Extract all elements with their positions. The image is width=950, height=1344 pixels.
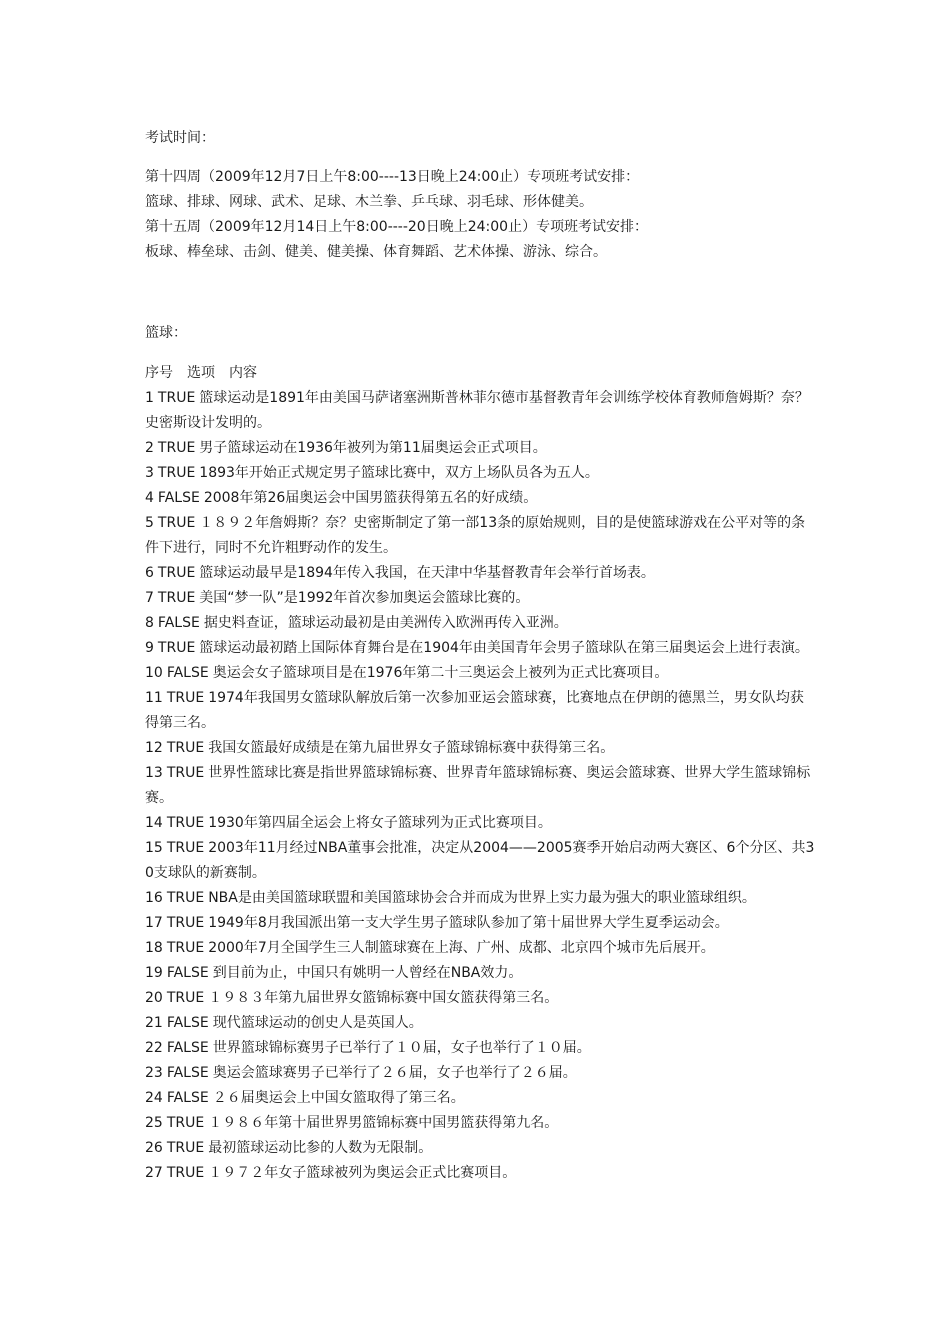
question-text: 奥运会女子篮球项目是在1976年第二十三奥运会上被列为正式比赛项目。 [212, 665, 669, 681]
question-number: 23 [145, 1065, 163, 1081]
question-answer: FALSE [166, 1090, 209, 1106]
list-item [145, 586, 817, 611]
schedule-week14-sports: 篮球、排球、网球、武术、足球、木兰拳、乒乓球、羽毛球、形体健美。 [145, 194, 593, 210]
question-text: １９８６年第十届世界男篮锦标赛中国男篮获得第九名。 [208, 1115, 559, 1131]
question-answer: TRUE [166, 740, 205, 756]
table-header [145, 361, 817, 386]
list-item [145, 686, 817, 736]
list-item [145, 636, 817, 661]
question-text: 篮球运动最初踏上国际体育舞台是在1904年由美国青年会男子篮球队在第三届奥运会上进行表演。 [199, 640, 809, 656]
question-text: 1893年开始正式规定男子篮球比赛中，双方上场队员各为五人。 [199, 465, 599, 481]
list-item [145, 436, 817, 461]
schedule-week14: 第十四周（2009年12月7日上午8:00----13日晚上24:00止）专项班考试安排： [145, 169, 640, 185]
question-number: 19 [145, 965, 163, 981]
list-item [145, 611, 817, 636]
list-item [145, 736, 817, 761]
question-answer: TRUE [157, 465, 196, 481]
question-answer: TRUE [166, 940, 205, 956]
schedule-week15: 第十五周（2009年12月14日上午8:00----20日晚上24:00止）专项班考试安排： [145, 219, 649, 235]
question-text: 我国女篮最好成绩是在第九届世界女子篮球锦标赛中获得第三名。 [208, 740, 615, 756]
question-number: 11 [145, 690, 163, 706]
question-number: 9 [145, 640, 154, 656]
question-answer: TRUE [157, 590, 196, 606]
question-answer: TRUE [166, 915, 205, 931]
question-answer: TRUE [166, 1115, 205, 1131]
question-number: 12 [145, 740, 163, 756]
question-text: 男子篮球运动在1936年被列为第11届奥运会正式项目。 [199, 440, 547, 456]
question-answer: TRUE [166, 690, 205, 706]
question-answer: FALSE [166, 665, 209, 681]
list-item [145, 811, 817, 836]
question-number: 3 [145, 465, 154, 481]
question-answer: TRUE [157, 440, 196, 456]
list-item [145, 986, 817, 1011]
question-text: 世界性篮球比赛是指世界篮球锦标赛、世界青年篮球锦标赛、奥运会篮球赛、世界大学生篮球锦标赛。 [145, 765, 811, 806]
question-number: 22 [145, 1040, 163, 1056]
question-text: 最初篮球运动比参的人数为无限制。 [208, 1140, 433, 1156]
question-answer: TRUE [166, 990, 205, 1006]
list-item [145, 486, 817, 511]
schedule-week15-sports: 板球、棒垒球、击剑、健美、健美操、体育舞蹈、艺术体操、游泳、综合。 [145, 244, 607, 260]
question-number: 1 [145, 390, 154, 406]
question-text: 2003年11月经过NBA董事会批准，决定从2004——2005赛季开始启动两大赛区、6个分区、共30支球队的新赛制。 [145, 840, 815, 881]
list-item [145, 1011, 817, 1036]
question-text: 1930年第四届全运会上将女子篮球列为正式比赛项目。 [208, 815, 552, 831]
question-number: 26 [145, 1140, 163, 1156]
question-answer: TRUE [166, 840, 205, 856]
question-answer: TRUE [157, 390, 196, 406]
question-text: 据史料查证，篮球运动最初是由美洲传入欧洲再传入亚洲。 [203, 615, 568, 631]
list-item [145, 1061, 817, 1086]
list-item [145, 911, 817, 936]
question-text: １９８３年第九届世界女篮锦标赛中国女篮获得第三名。 [208, 990, 559, 1006]
question-number: 13 [145, 765, 163, 781]
question-answer: TRUE [166, 765, 205, 781]
question-number: 27 [145, 1165, 163, 1181]
question-text: ２６届奥运会上中国女篮取得了第三名。 [212, 1090, 465, 1106]
list-item [145, 761, 817, 811]
header-content: 内容 [229, 365, 257, 381]
header-answer: 选项 [187, 365, 215, 381]
question-answer: FALSE [166, 1015, 209, 1031]
list-item [145, 1036, 817, 1061]
question-text: 奥运会篮球赛男子已举行了２６届，女子也举行了２６届。 [212, 1065, 577, 1081]
question-number: 18 [145, 940, 163, 956]
question-answer: TRUE [157, 640, 196, 656]
question-list [145, 361, 817, 1186]
question-answer: TRUE [166, 1165, 205, 1181]
question-answer: TRUE [157, 515, 196, 531]
question-number: 15 [145, 840, 163, 856]
list-item [145, 961, 817, 986]
question-number: 20 [145, 990, 163, 1006]
list-item [145, 1161, 817, 1186]
question-number: 2 [145, 440, 154, 456]
list-item [145, 1111, 817, 1136]
question-number: 25 [145, 1115, 163, 1131]
list-item [145, 886, 817, 911]
question-number: 17 [145, 915, 163, 931]
list-item [145, 661, 817, 686]
question-answer: TRUE [166, 1140, 205, 1156]
list-item [145, 511, 817, 561]
question-text: １９７２年女子篮球被列为奥运会正式比赛项目。 [208, 1165, 517, 1181]
question-number: 24 [145, 1090, 163, 1106]
question-number: 5 [145, 515, 154, 531]
question-number: 10 [145, 665, 163, 681]
question-text: 现代篮球运动的创史人是英国人。 [212, 1015, 423, 1031]
question-text: １８９２年詹姆斯？奈？史密斯制定了第一部13条的原始规则，目的是使篮球游戏在公平对等的条件下进行，同时不允许粗野动作的发生。 [145, 515, 806, 556]
list-item [145, 561, 817, 586]
exam-time-label: 考试时间： [145, 130, 215, 146]
question-number: 6 [145, 565, 154, 581]
header-num: 序号 [145, 365, 173, 381]
question-answer: TRUE [157, 565, 196, 581]
list-item [145, 836, 817, 886]
question-number: 21 [145, 1015, 163, 1031]
list-item [145, 461, 817, 486]
list-item [145, 1136, 817, 1161]
question-text: 2008年第26届奥运会中国男篮获得第五名的好成绩。 [203, 490, 538, 506]
question-answer: FALSE [166, 965, 209, 981]
question-text: 篮球运动最早是1894年传入我国，在天津中华基督教青年会举行首场表。 [199, 565, 655, 581]
question-text: 1974年我国男女篮球队解放后第一次参加亚运会篮球赛，比赛地点在伊朗的德黑兰，男女队均获得第三名。 [145, 690, 804, 731]
question-number: 14 [145, 815, 163, 831]
question-text: 美国“梦一队”是1992年首次参加奥运会篮球比赛的。 [199, 590, 530, 606]
question-text: 2000年7月全国学生三人制篮球赛在上海、广州、成都、北京四个城市先后展开。 [208, 940, 715, 956]
question-number: 8 [145, 615, 154, 631]
question-text: 到目前为止，中国只有姚明一人曾经在NBA效力。 [212, 965, 523, 981]
list-item [145, 386, 817, 436]
question-text: 篮球运动是1891年由美国马萨诸塞洲斯普林菲尔德市基督教青年会训练学校体育教师詹姆斯？奈？史密斯设计发明的。 [145, 390, 809, 431]
question-answer: FALSE [166, 1040, 209, 1056]
question-text: 世界篮球锦标赛男子已举行了１０届，女子也举行了１０届。 [212, 1040, 591, 1056]
question-answer: FALSE [157, 490, 200, 506]
question-number: 4 [145, 490, 154, 506]
question-text: NBA是由美国篮球联盟和美国篮球协会合并而成为世界上实力最为强大的职业篮球组织。 [208, 890, 756, 906]
list-item [145, 936, 817, 961]
question-text: 1949年8月我国派出第一支大学生男子篮球队参加了第十届世界大学生夏季运动会。 [208, 915, 729, 931]
question-answer: FALSE [166, 1065, 209, 1081]
question-number: 7 [145, 590, 154, 606]
question-number: 16 [145, 890, 163, 906]
exam-schedule [145, 165, 648, 265]
list-item [145, 1086, 817, 1111]
question-answer: FALSE [157, 615, 200, 631]
question-answer: TRUE [166, 890, 205, 906]
question-answer: TRUE [166, 815, 205, 831]
section-label-basketball: 篮球： [145, 325, 187, 341]
